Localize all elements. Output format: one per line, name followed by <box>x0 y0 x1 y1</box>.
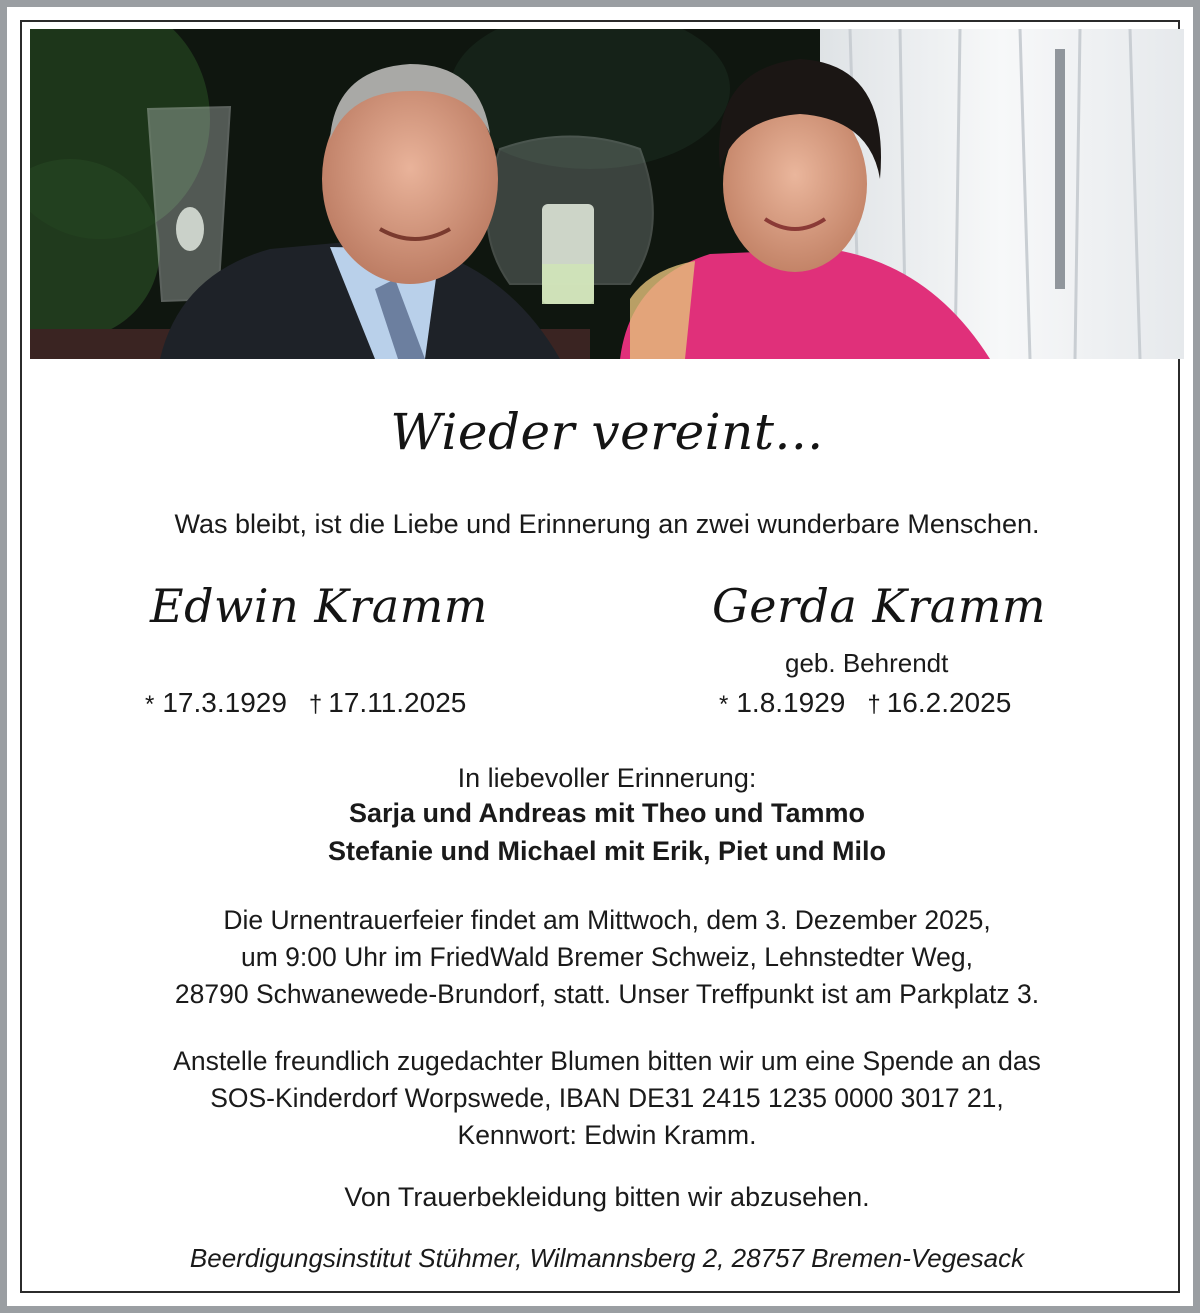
birth-date: 17.3.1929 <box>162 687 287 718</box>
death-date: 16.2.2025 <box>886 687 1012 718</box>
ceremony-paragraph <box>7 902 1200 1013</box>
family-line: Sarja und Andreas mit Theo und Tammo <box>348 798 866 828</box>
attire-note: Von Trauerbekleidung bitten wir abzusehen. <box>344 1182 870 1212</box>
name-edwin: Edwin Kramm <box>150 579 488 633</box>
dates-gerda <box>719 687 1011 719</box>
ceremony-line: um 9:00 Uhr im FriedWald Bremer Schweiz, Lehnstedter Weg, <box>241 942 973 972</box>
dates-edwin <box>145 687 466 719</box>
death-date: 17.11.2025 <box>328 687 467 718</box>
death-cross-icon: † <box>308 691 323 718</box>
couple-photo <box>30 29 1184 359</box>
donation-paragraph <box>7 1043 1200 1154</box>
donation-line: Anstelle freundlich zugedachter Blumen bitten wir um eine Spende an das <box>173 1046 1041 1076</box>
donation-line: SOS-Kinderdorf Worpswede, IBAN DE31 2415 1235 0000 3017 21, <box>210 1083 1004 1113</box>
ceremony-line: Die Urnentrauerfeier findet am Mittwoch, dem 3. Dezember 2025, <box>223 905 991 935</box>
maiden-name: geb. Behrendt <box>785 648 949 678</box>
name-gerda: Gerda Kramm <box>712 579 1046 633</box>
headline: Wieder vereint... <box>390 403 824 461</box>
death-cross-icon: † <box>867 691 881 718</box>
birth-date: 1.8.1929 <box>736 687 846 718</box>
intro-text: Was bleibt, ist die Liebe und Erinnerung an zwei wunderbare Menschen. <box>174 509 1040 539</box>
birth-star-icon: * <box>719 691 729 718</box>
funeral-home: Beerdigungsinstitut Stühmer, Wilmannsberg 2, 28757 Bremen-Vegesack <box>189 1243 1025 1273</box>
birth-star-icon: * <box>145 691 155 718</box>
donation-line: Kennwort: Edwin Kramm. <box>457 1120 757 1150</box>
ceremony-line: 28790 Schwanewede-Brundorf, statt. Unser Treffpunkt ist am Parkplatz 3. <box>174 979 1040 1009</box>
memory-intro: In liebevoller Erinnerung: <box>457 763 757 793</box>
family-line: Stefanie und Michael mit Erik, Piet und Milo <box>327 836 887 866</box>
